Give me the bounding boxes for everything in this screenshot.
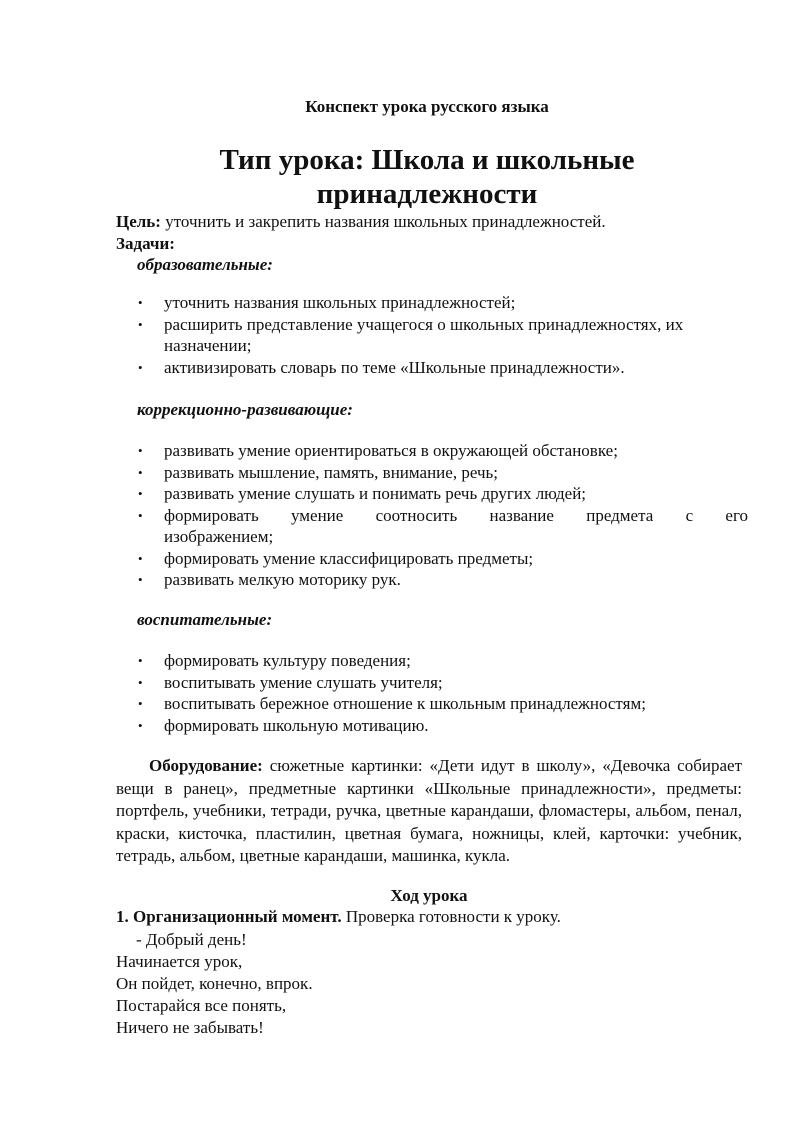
- page-title: [0, 143, 800, 211]
- poem-line-4: Постарайся все понять,: [116, 996, 287, 1015]
- section-1-label: 1. Организационный момент.: [116, 907, 342, 926]
- equipment-text: сюжетные картинки: «Дети идут в школу», «Девочка собирает вещи в ранец», предметные картинки «Школьные принадлежности», предметы: портфель, учебники, тетради, ручка, цветные карандаши, фломастеры, альбом, пенал, краски, кисточка, пластилин, цветная бумага, ножницы, клей, карточки: учебник, тетрадь, альбом, цветные карандаши, машинка, кукла.: [116, 756, 742, 865]
- correctional-heading: коррекционно-развивающие:: [137, 400, 353, 419]
- document-header: Конспект урока русского языка: [305, 97, 549, 116]
- goal-text: уточнить и закрепить названия школьных принадлежностей.: [160, 212, 606, 231]
- educational-list: [136, 292, 748, 378]
- equipment-paragraph: [116, 755, 742, 868]
- list-item: • развивать умение слушать и понимать речь других людей;: [136, 483, 748, 505]
- correctional-list: [136, 440, 748, 591]
- educational-heading: образовательные:: [137, 255, 273, 274]
- poem-line-2: Начинается урок,: [116, 952, 243, 971]
- list-item: • формировать умение соотносить название предмета с его изображением;: [136, 505, 748, 548]
- list-item: • развивать умение ориентироваться в окружающей обстановке;: [136, 440, 748, 462]
- list-item: • развивать мышление, память, внимание, речь;: [136, 462, 748, 484]
- equipment-label: Оборудование:: [149, 756, 263, 775]
- title-line-1: Тип урока: Школа и школьные: [219, 144, 635, 176]
- poem-line-1: - Добрый день!: [136, 930, 247, 949]
- list-item: • развивать мелкую моторику рук.: [136, 569, 748, 591]
- list-item: • уточнить названия школьных принадлежностей;: [136, 292, 748, 314]
- list-item: • активизировать словарь по теме «Школьные принадлежности».: [136, 357, 748, 379]
- section-1-text: Проверка готовности к уроку.: [341, 907, 561, 926]
- poem-line-5: Ничего не забывать!: [116, 1018, 264, 1037]
- lesson-heading: Ход урока: [390, 886, 468, 905]
- tasks-label: Задачи:: [116, 234, 175, 253]
- upbringing-heading: воспитательные:: [137, 610, 273, 629]
- list-item: • формировать умение классифицировать предметы;: [136, 548, 748, 570]
- list-item: • воспитывать умение слушать учителя;: [136, 672, 748, 694]
- list-item: • формировать школьную мотивацию.: [136, 715, 748, 737]
- goal-line: [116, 211, 606, 233]
- list-item: • формировать культуру поведения;: [136, 650, 748, 672]
- list-item: • расширить представление учащегося о школьных принадлежностях, их назначении;: [136, 314, 748, 357]
- list-item: • воспитывать бережное отношение к школьным принадлежностям;: [136, 693, 748, 715]
- section-1-line: [116, 906, 561, 928]
- goal-label: Цель:: [116, 212, 161, 231]
- title-line-2: принадлежности: [316, 178, 538, 210]
- poem-line-3: Он пойдет, конечно, впрок.: [116, 974, 313, 993]
- upbringing-list: [136, 650, 748, 736]
